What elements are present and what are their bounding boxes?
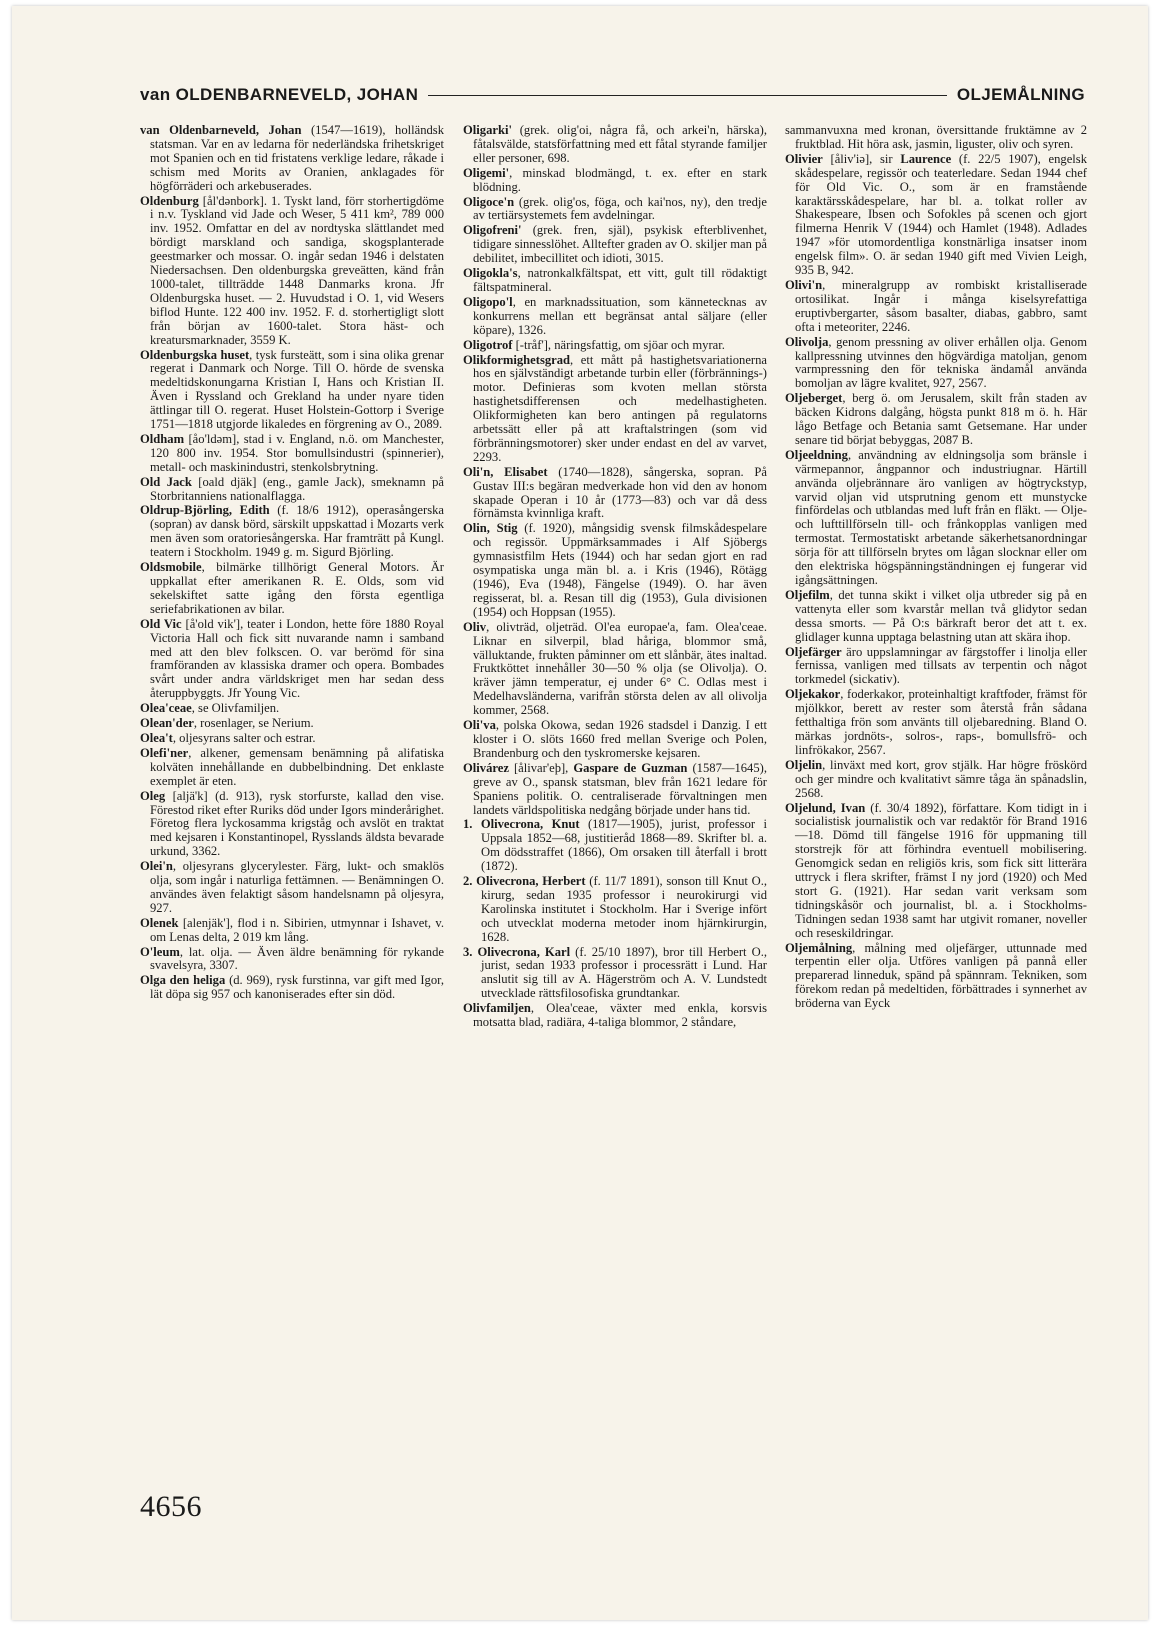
entry-headword: Oligopo'l: [463, 294, 513, 309]
dictionary-entry: [140, 618, 444, 701]
entry-text: , genom pressning av oliver erhållen olja. Genom kallpressning utvinnes den högvärdiga matoljan, genom varmpressning den för tekniska ändamål använda bomoljan av lägre kvalitet, 927, 2567.: [795, 334, 1087, 391]
header-right-title: OLJEMÅLNING: [956, 85, 1085, 104]
entry-text: , linväxt med kort, grov stjälk. Har högre fröskörd och ger mindre och kvalitativt sämre tåga än spånadslin, 2568.: [795, 757, 1087, 800]
entry-headword: Olga den heliga: [140, 973, 226, 988]
entry-headword: Oljelund, Ivan: [785, 800, 866, 815]
dictionary-entry: [785, 124, 1087, 152]
document-page: [12, 6, 1148, 1620]
entry-headword: Olivárez: [463, 760, 509, 775]
entry-headword: Old Jack: [140, 474, 192, 489]
dictionary-entry: [140, 946, 444, 974]
entry-text: sammanvuxna med kronan, översittande fruktämne av 2 fruktblad. Hit höra ask, jasmin, liguster, oliv och syren.: [785, 124, 1087, 151]
entry-headword: Oleg: [140, 788, 166, 803]
entry-text: (f. 22/5 1907), engelsk skådespelare, regissör och teaterledare. Sedan 1944 chef för Old Vic. O., som är en framstående karaktärsskådespelare, har bl. a. tolkat roller av Shakespeare, Ibsen och Sofokles på scenen och gjort filmerna Henrik V (1944) och Hamlet (1948). Adlades 1947 »för utomordentliga konstnärliga insatser inom engelsk film». O. är sedan 1940 gift med Vivien Leigh, 935 B, 942.: [795, 151, 1087, 278]
entry-headword: Oligotrof: [463, 337, 513, 352]
entry-text: , olivträd, oljeträd. Ol'ea europae'a, fam. Olea'ceae. Liknar en silverpil, blad håriga, blommor små, välluktande, frukten påminner om ett slånbär, ätes inaltad. Fruktköttet innehåller 30—50 % olja (se Olivolja). O. kräver jämn temperatur, ej under 6° C. Odlas mest i Medelhavsländerna, varifrån största delen av all olivolja kommer, 2568.: [473, 619, 767, 718]
entry-number: 3.: [463, 944, 473, 959]
dictionary-entry: [463, 1002, 767, 1030]
entry-text: , minskad blodmängd, t. ex. efter en stark blödning.: [473, 165, 767, 194]
dictionary-entry: [463, 124, 767, 166]
entry-headword: Oldrup-Björling, Edith: [140, 503, 270, 518]
dictionary-entry: [140, 349, 444, 432]
entry-text: , natronkalkfältspat, ett vitt, gult till rödaktigt fältspatmineral.: [473, 266, 767, 294]
dictionary-entry: [463, 466, 767, 522]
dictionary-entry: [140, 124, 444, 194]
entry-text: (grek. olig'oi, några få, och arkei'n, härska), fåtalsvälde, statsförfattning med ett fåtal styrande familjer eller personer, 698.: [473, 124, 767, 165]
dictionary-entry: [463, 167, 767, 195]
entry-text: [alenjäk'], flod i n. Sibirien, utmynnar i Ishavet, v. om Lenas delta, 2 019 km lång.: [150, 915, 444, 944]
dictionary-entry: [140, 504, 444, 560]
dictionary-entry: [140, 717, 444, 731]
entry-text: (d. 969), rysk furstinna, var gift med Igor, lät döpa sig 957 och kanoniserades efter sin död.: [150, 973, 444, 1002]
entry-headword: Olivfamiljen: [463, 1001, 531, 1016]
entry-headword: Oligemi': [463, 165, 510, 180]
entry-headword: O'leum: [140, 944, 180, 959]
dictionary-entry: [785, 646, 1087, 688]
entry-number: 2.: [463, 874, 473, 889]
entry-headword: Olean'der: [140, 716, 194, 731]
entry-text: (grek. fren, själ), psykisk efterblivenhet, tidigare sinnesslöhet. Alltefter graden av O. skiljer man på debilitet, imbecillitet och idioti, 3015.: [473, 223, 767, 266]
column-2: [463, 124, 767, 1474]
entry-headword: Oldham: [140, 431, 185, 446]
entry-headword: Oligofreni': [463, 223, 522, 238]
entry-text: , lat. olja. — Även äldre benämning för rykande svavelsyra, 3307.: [150, 944, 444, 973]
dictionary-entry: [140, 561, 444, 617]
entry-text: [å'old vik'], teater i London, hette före 1880 Royal Victoria Hall och fick sitt nuvarande namn i samband med att den blev folkscen. O. var berömd för sina framföranden av klassiska dramer och opera. Bombades svårt under andra världskriget men har sedan dess återuppbyggts. Jfr Young Vic.: [150, 616, 444, 701]
entry-text: , alkener, gemensam benämning på alifatiska kolväten innehållande en dubbelbindning. Det enklaste exemplet är eten.: [150, 745, 444, 788]
dictionary-entry: [785, 589, 1087, 645]
dictionary-entry: [140, 476, 444, 504]
entry-text: (f. 30/4 1892), författare. Kom tidigt in i socialistisk journalistik och var redaktör för Brand 1916—18. Dömd till fängelse 1916 för uppmaning till storstrejk för att förhindra eventuell mobilisering. Genomgick sedan en religiös kris, som fick sitt litterära uttryck i flera skrifter, främst I ny jord (1920) och Med stort G. (1921). Har sedan varit verksam som tidningskåsör och journalist, bl. a. i Stockholms-Tidningen sedan 1938 samt har utgivit romaner, noveller och reseskildringar.: [795, 800, 1087, 940]
entry-text: , ett mått på hastighetsvariationerna hos en självständigt arbetande turbin eller (förbrännings-) motor. Definieras som kvoten mellan största hastighetsdifferensen och medelhastigheten. Olikformigheten kan bero antingen på regulatorns arbetssätt eller på att kraftalstringen (som vid förbränningsmotorer) sker under endast en del av varvet, 2293.: [473, 352, 767, 464]
entry-text: (grek. olig'os, föga, och kai'nos, ny), den tredje av tertiärsystemets fem avdelningar.: [473, 194, 767, 223]
dictionary-entry: [463, 354, 767, 465]
dictionary-entry: [463, 946, 767, 1002]
entry-headword: Olefi'ner: [140, 745, 189, 760]
entry-text: , oljesyrans glycerylester. Färg, lukt- och smaklös olja, som ingår i naturliga fettämnen. — Benämningen O. användes även felaktigt såsom handelsnamn på oljesyra, 927.: [150, 859, 444, 915]
entry-text: , polska Okowa, sedan 1926 stadsdel i Danzig. I ett kloster i O. slöts 1660 fred mellan Sverige och Polen, Brandenburg och den tyskromerske kejsaren.: [473, 718, 767, 760]
header-left-title: van OLDENBARNEVELD, JOHAN: [140, 85, 419, 104]
entry-text: [åo'ldəm], stad i v. England, n.ö. om Manchester, 120 800 inv. 1954. Stor bomullsindustri (spinnerier), metall- och maskinindustri, stenkolsbrytning.: [150, 431, 444, 474]
dictionary-entry: [463, 621, 767, 718]
entry-text: [-tråf'], näringsfattig, om sjöar och myrar.: [512, 337, 725, 352]
entry-headword: Oljefärger: [785, 644, 842, 659]
entry-headword: Oljeeldning: [785, 447, 848, 462]
dictionary-entry: [140, 732, 444, 746]
entry-text: , en marknadssituation, som kännetecknas av konkurrens mellan ett begränsat antal säljare (eller köpare), 1326.: [473, 294, 767, 337]
entry-number: 1.: [463, 817, 473, 832]
entry-text: , användning av eldningsolja som bränsle i värmepannor, ångpannor och industriugnar. Härtill använda oljebrännare äro vanligen av högtryckstyp, varvid oljan vid utsprutning genom ett munstycke finfördelas och utblandas med luft från en fläkt. — Olje- och lufttillförseln till- och frånkopplas vanligen med termostat. Termostatiskt arbetande säkerhetsanordningar sörja för att tillförseln brytes om lågan slocknar eller om den elektriska högspänningständningen ej fungerar vid igångsättningen.: [795, 447, 1087, 587]
entry-text: , foderkakor, proteinhaltigt kraftfoder, främst för mjölkkor, berett av rester som återstå från sådana fetthaltiga frön som använts till oljebaredning. Bland O. märkas jordnöts-, solros-, raps-, bomullsfrö- och linfrökakor, 2567.: [795, 687, 1087, 757]
dictionary-entry: [140, 433, 444, 475]
entry-text: (f. 25/10 1897), bror till Herbert O., jurist, sedan 1933 professor i processrätt i Lund. Har anslutit sig till av A. Hägerström och A. V. Lundstedt utvecklade rättsfilosofiska grundtankar.: [481, 944, 767, 1001]
entry-text: (f. 18/6 1912), operasångerska (sopran) av dansk börd, särskilt uppskattad i Mozarts verk men även som oratoriesångerska. Har framträtt på Kungl. teatern i Stockholm. 1949 g. m. Sigurd Björling.: [150, 503, 444, 560]
dictionary-entry: [785, 153, 1087, 278]
entry-text: , berg ö. om Jerusalem, skilt från staden av bäcken Kidrons dalgång, högsta punkt 818 m ö. h. Här lågo Betfage och Betania samt Getsemane. Har under senare tid börjat bebyggas, 2087 B.: [795, 391, 1087, 447]
entry-text: (1547—1619), holländsk statsman. Var en av ledarna för nederländska frihetskriget mot Spanien och en tid fristatens verklige ledare, råkade i schism med Morits av Oranien, anklagades för högförräderi och arkebuserades.: [150, 124, 444, 193]
column-3: [785, 124, 1087, 1474]
dictionary-entry: [463, 196, 767, 224]
entry-headword: Olivecrona, Knut: [480, 817, 580, 832]
entry-text: , målning med oljefärger, uttunnade med terpentin eller olja. Utföres vanligen på pannå eller preparerad linneduk, spänd på spännram. Tekniken, som förekom redan på medeltiden, förbättrades i synnerhet av bröderna van Eyck: [795, 940, 1087, 1011]
entry-text: [ål'dənbork]. 1. Tyskt land, förr storhertigdöme i n.v. Tyskland vid Jade och Weser, 5 411 km², 789 000 inv. 1952. Omfattar en del av nordtyska slättlandet med bördigt marskland och sandiga, skogsplanterade geestmarker och mossar. O. ingår sedan 1946 i delstaten Niedersachsen. Den oldenburgska greveätten, känd från 1000-talet, tillträdde 1448 Danmarks krona. Jfr Oldenburgska huset. — 2. Huvudstad i O. 1, vid Wesers biflod Hunte. 122 400 inv. 1952. F. d. storhertigligt slott från början av 1600-talet. Stora häst- och kreatursmarknader, 3559 K.: [150, 193, 444, 347]
entry-text: , rosenlager, se Nerium.: [193, 716, 314, 731]
dictionary-entry: [140, 790, 444, 860]
dictionary-entry: [140, 747, 444, 789]
dictionary-entry: [140, 917, 444, 945]
entry-headword: Oldenburg: [140, 193, 199, 208]
entry-headword: Olei'n: [140, 859, 173, 874]
entry-headword: Olivier: [785, 151, 823, 166]
dictionary-entry: [463, 296, 767, 338]
entry-text: , det tunna skikt i vilket olja utbreder sig på en vattenyta eller som kvarstår mellan två glidytor sedan dessa smorts. — På O:s bärkraft beror det att t. ex. glidlager kunna upptaga belastning utan att skära ihop.: [795, 587, 1087, 644]
dictionary-entry: [463, 762, 767, 818]
entry-headword: Olivecrona, Karl: [477, 944, 571, 959]
entry-text: (1817—1905), jurist, professor i Uppsala 1852—68, justitieråd 1868—89. Skrifter bl. a. Om dödsstraffet (1866), Om orsaken till återfall i brott (1872).: [481, 817, 767, 874]
entry-headword: Gaspare de Guzman: [573, 760, 688, 775]
entry-headword: Oliv: [463, 619, 487, 634]
dictionary-entry: [140, 974, 444, 1002]
dictionary-entry: [140, 702, 444, 716]
dictionary-entry: [463, 522, 767, 619]
dictionary-entry: [785, 802, 1087, 941]
entry-text: [aljä'k] (d. 913), rysk storfurste, kallad den vise. Förestod riket efter Ruriks död under Igors minderårighet. Företog flera lyckosamma krigståg och avslöt en traktat med kejsaren i Konstantinopel, Rysslands äldsta bevarade urkund, 3362.: [150, 788, 444, 859]
entry-headword: Olivecrona, Herbert: [476, 874, 586, 889]
entry-headword: Olenek: [140, 915, 179, 930]
dictionary-entry: [785, 449, 1087, 588]
entry-text: , tysk fursteätt, som i sina olika grenar regerat i Danmark och Norge. Till O. hörde de svenska medeltidskonungarna Kristian I, Hans och Kristian II. Även i Ryssland och Grekland ha under nyare tiden ättlingar till O. regerat. Huset Holstein-Gottorp i Sverige 1751—1818 utgjorde likaledes en förgrening av O., 2089.: [150, 347, 444, 432]
entry-headword: Olea'ceae: [140, 701, 192, 716]
dictionary-entry: [463, 339, 767, 353]
entry-text: , oljesyrans salter och estrar.: [172, 730, 316, 745]
dictionary-entry: [785, 688, 1087, 758]
running-header: [140, 83, 1085, 107]
entry-text: , se Olivfamiljen.: [191, 701, 280, 716]
entry-headword: Olivi'n: [785, 277, 823, 292]
entry-headword: Oljekakor: [785, 687, 841, 702]
entry-headword: Oligokla's: [463, 266, 518, 281]
entry-text: (1740—1828), sångerska, sopran. På Gustav III:s begäran medverkade hon vid den av honom skapade Operan i 10 år (1773—83) och var då dess förnämsta kvinnliga kraft.: [473, 464, 767, 521]
dictionary-entry: [463, 719, 767, 761]
entry-headword: Olea't: [140, 730, 173, 745]
entry-headword: Oljelin: [785, 757, 823, 772]
page-number: 4656: [140, 1490, 202, 1523]
dictionary-entry: [785, 759, 1087, 801]
entry-text: (1587—1645), greve av O., spansk statsman, blev från 1621 ledare för Spaniens politik. O. centraliserade förvaltningen men landets världspolitiska nedgång började under hans tid.: [473, 760, 767, 817]
entry-text: äro uppslamningar av färgstoffer i linolja eller fernissa, vanligen med tillsats av terpentin och något torkmedel (sickativ).: [795, 644, 1087, 687]
entry-headword: Olivolja: [785, 334, 829, 349]
entry-text: (f. 11/7 1891), sonson till Knut O., kirurg, sedan 1935 professor i neurokirurgi vid Karolinska institutet i Stockholm. Har i Sverige infört och utvecklat moderna metoder inom hjärnkirurgin, 1628.: [481, 874, 767, 944]
dictionary-entry: [140, 860, 444, 916]
dictionary-entry: [463, 818, 767, 874]
entry-headword: Oljefilm: [785, 587, 830, 602]
entry-headword: Oli'n, Elisabet: [463, 464, 548, 479]
entry-headword: Laurence: [900, 151, 952, 166]
dictionary-entry: [785, 279, 1087, 335]
entry-text: (f. 1920), mångsidig svensk filmskådespelare och regissör. Uppmärksammades i Alf Sjöbergs gymnasistfilm Hets (1944) och har sedan gjort en rad osympatiska unga män bl. a. i Kris (1946), Rötägg (1946), Eva (1948), Fängelse (1949). O. har även regisserat, bl. a. Resan till dig (1953), Gula divisionen (1954) och Hoppsan (1955).: [473, 521, 767, 619]
entry-headword: Oldenburgska huset: [140, 347, 250, 362]
entry-headword: Oljeberget: [785, 391, 843, 406]
entry-text: [ålivar'eþ],: [508, 760, 574, 775]
entry-headword: Old Vic: [140, 616, 182, 631]
entry-headword: Oli'va: [463, 718, 496, 733]
entry-text: , mineralgrupp av rombiskt kristalliserade ortosilikat. Ingår i många kiselsyrefattiga eruptivbergarter, såsom basalter, diabas, gabbro, samt ofta i meteoriter, 2246.: [795, 277, 1087, 334]
dictionary-entry: [785, 942, 1087, 1012]
dictionary-entry: [785, 336, 1087, 392]
entry-text: [oald djäk] (eng., gamle Jack), smeknamn på Storbritanniens nationalflagga.: [150, 474, 444, 503]
entry-headword: Oligarki': [463, 124, 512, 137]
entry-headword: Oldsmobile: [140, 560, 202, 575]
entry-headword: van Oldenbarneveld, Johan: [140, 124, 302, 137]
entry-text: [åliv'iə], sir: [822, 151, 901, 166]
entry-headword: Olin, Stig: [463, 521, 518, 536]
entry-headword: Oligoce'n: [463, 194, 515, 209]
dictionary-entry: [140, 195, 444, 348]
entry-headword: Olikformighetsgrad: [463, 352, 571, 367]
column-1: [140, 124, 444, 1474]
entry-text: , Olea'ceae, växter med enkla, korsvis motsatta blad, radiära, 4-taliga blommor, 2 ståndare,: [473, 1001, 767, 1030]
entry-headword: Oljemålning: [785, 940, 853, 955]
header-rule: [428, 95, 947, 96]
entry-text: , bilmärke tillhörigt General Motors. Är uppkallat efter amerikanen R. E. Olds, som vid sekelskiftet satte igång den första egentliga seriefabrikationen av bilar.: [150, 560, 444, 616]
dictionary-entry: [785, 392, 1087, 448]
dictionary-entry: [463, 224, 767, 266]
dictionary-entry: [463, 875, 767, 945]
dictionary-entry: [463, 267, 767, 295]
